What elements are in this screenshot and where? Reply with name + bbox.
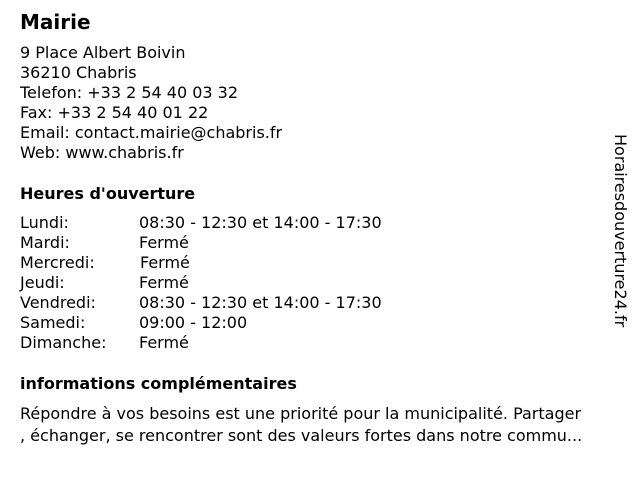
day-hours: Fermé bbox=[139, 273, 189, 292]
page-title: Mairie bbox=[20, 10, 91, 34]
info-text bbox=[20, 403, 632, 447]
info-heading: informations complémentaires bbox=[20, 374, 297, 393]
day-label: Mercredi: bbox=[20, 253, 95, 272]
fax-number: Fax: +33 2 54 40 01 22 bbox=[20, 103, 209, 122]
info-line-2: , échanger, se rencontrer sont des valeurs fortes dans notre commu... bbox=[20, 426, 583, 445]
day-label: Dimanche: bbox=[20, 333, 107, 352]
website: Web: www.chabris.fr bbox=[20, 143, 184, 162]
day-hours: Fermé bbox=[140, 253, 190, 272]
day-label: Mardi: bbox=[20, 233, 70, 252]
address-city: 36210 Chabris bbox=[20, 63, 137, 82]
email-address: Email: contact.mairie@chabris.fr bbox=[20, 123, 283, 142]
day-label: Lundi: bbox=[20, 213, 69, 232]
source-watermark: Horairesdouverture24.fr bbox=[611, 134, 630, 328]
day-label: Jeudi: bbox=[20, 273, 65, 292]
address-street: 9 Place Albert Boivin bbox=[20, 43, 186, 62]
day-hours: 08:30 - 12:30 et 14:00 - 17:30 bbox=[139, 213, 382, 232]
day-hours: 08:30 - 12:30 et 14:00 - 17:30 bbox=[139, 293, 382, 312]
day-label: Samedi: bbox=[20, 313, 86, 332]
contact-block bbox=[20, 43, 282, 163]
day-hours: 09:00 - 12:00 bbox=[139, 313, 248, 332]
hours-heading: Heures d'ouverture bbox=[20, 184, 196, 203]
phone-number: Telefon: +33 2 54 40 03 32 bbox=[20, 83, 239, 102]
day-label: Vendredi: bbox=[20, 293, 96, 312]
day-hours: Fermé bbox=[139, 333, 189, 352]
day-hours: Fermé bbox=[139, 233, 189, 252]
info-line-1: Répondre à vos besoins est une priorité pour la municipalité. Partager bbox=[20, 404, 582, 423]
